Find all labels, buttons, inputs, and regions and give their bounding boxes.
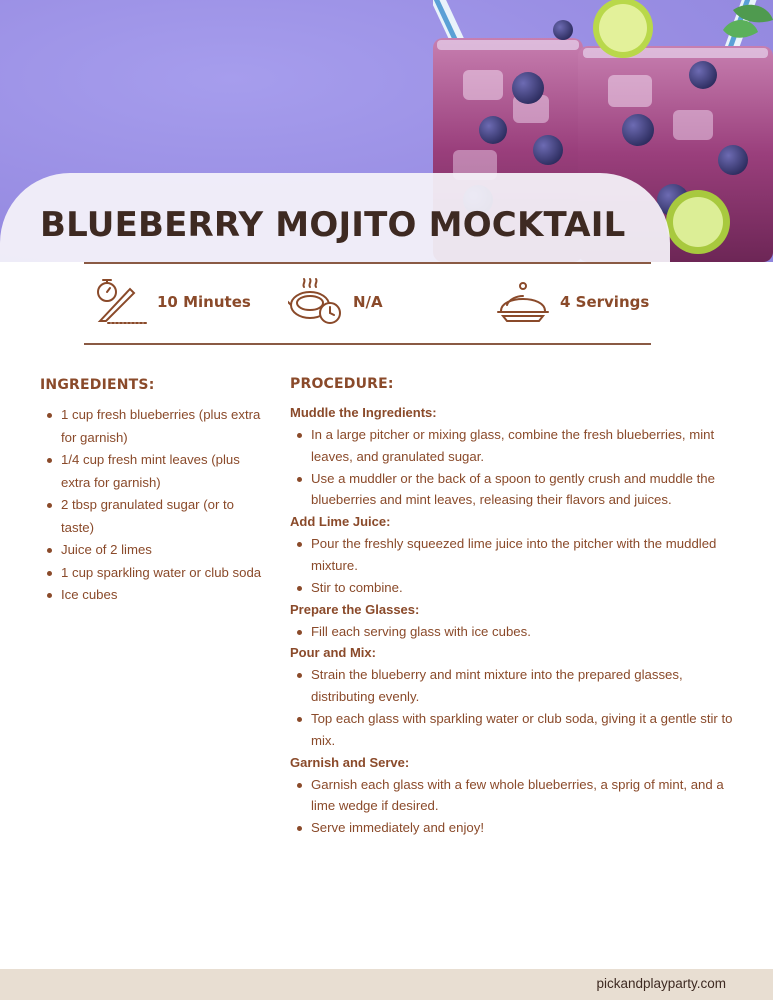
cook-time-label: N/A — [353, 293, 383, 311]
step-list — [290, 621, 740, 643]
step-item: In a large pitcher or mixing glass, combine the fresh blueberries, mint leaves, and granulated sugar. — [290, 424, 740, 468]
ingredient-item: Ice cubes — [40, 584, 270, 607]
procedure-group — [290, 642, 740, 751]
procedure-group — [290, 599, 740, 643]
footer-bar — [0, 969, 773, 1000]
step-item: Top each glass with sparkling water or club soda, giving it a gentle stir to mix. — [290, 708, 740, 752]
step-list — [290, 424, 740, 511]
divider-bottom — [84, 343, 651, 345]
stat-servings — [495, 276, 649, 328]
divider-top — [84, 262, 651, 264]
procedure-heading: PROCEDURE: — [290, 376, 394, 392]
ingredient-item: 1 cup sparkling water or club soda — [40, 562, 270, 585]
procedure-group-title: Pour and Mix: — [290, 645, 376, 661]
procedure-group-title: Prepare the Glasses: — [290, 601, 420, 617]
procedure-group-title: Garnish and Serve: — [290, 754, 410, 770]
step-list — [290, 664, 740, 751]
step-item: Stir to combine. — [290, 577, 740, 599]
stopwatch-knife-icon — [94, 277, 148, 327]
ingredients-section — [40, 377, 270, 607]
step-item: Serve immediately and enjoy! — [290, 817, 740, 839]
step-item: Fill each serving glass with ice cubes. — [290, 621, 740, 643]
ingredients-list — [40, 404, 270, 607]
cloche-icon — [495, 277, 551, 327]
procedure-group — [290, 402, 740, 511]
prep-time-label: 10 Minutes — [157, 293, 251, 311]
procedure-group-title: Add Lime Juice: — [290, 514, 391, 530]
procedure-group-title: Muddle the Ingredients: — [290, 405, 437, 420]
ingredient-item: 2 tbsp granulated sugar (or to taste) — [40, 494, 270, 539]
procedure-group — [290, 511, 740, 598]
ingredient-item: 1/4 cup fresh mint leaves (plus extra for garnish) — [40, 449, 270, 494]
stat-prep-time — [94, 276, 251, 328]
procedure-steps — [290, 402, 740, 839]
step-list — [290, 533, 740, 598]
stat-cook-time — [288, 276, 383, 328]
footer-website-link[interactable]: pickandplayparty.com — [596, 976, 726, 991]
step-item: Pour the freshly squeezed lime juice into the pitcher with the muddled mixture. — [290, 533, 740, 577]
servings-label: 4 Servings — [560, 293, 650, 311]
page-title: BLUEBERRY MOJITO MOCKTAIL — [40, 205, 626, 245]
step-list — [290, 774, 740, 839]
ingredient-item: 1 cup fresh blueberries (plus extra for garnish) — [40, 404, 270, 449]
procedure-section — [290, 376, 740, 839]
step-item: Use a muddler or the back of a spoon to gently crush and muddle the blueberries and mint leaves, releasing their flavors and juices. — [290, 468, 740, 512]
procedure-group — [290, 752, 740, 839]
ingredient-item: Juice of 2 limes — [40, 539, 270, 562]
step-item: Garnish each glass with a few whole blueberries, a sprig of mint, and a lime wedge if desired. — [290, 774, 740, 818]
ingredients-heading: INGREDIENTS: — [40, 377, 155, 393]
step-item: Strain the blueberry and mint mixture into the prepared glasses, distributing evenly. — [290, 664, 740, 708]
pan-timer-icon — [288, 277, 344, 327]
